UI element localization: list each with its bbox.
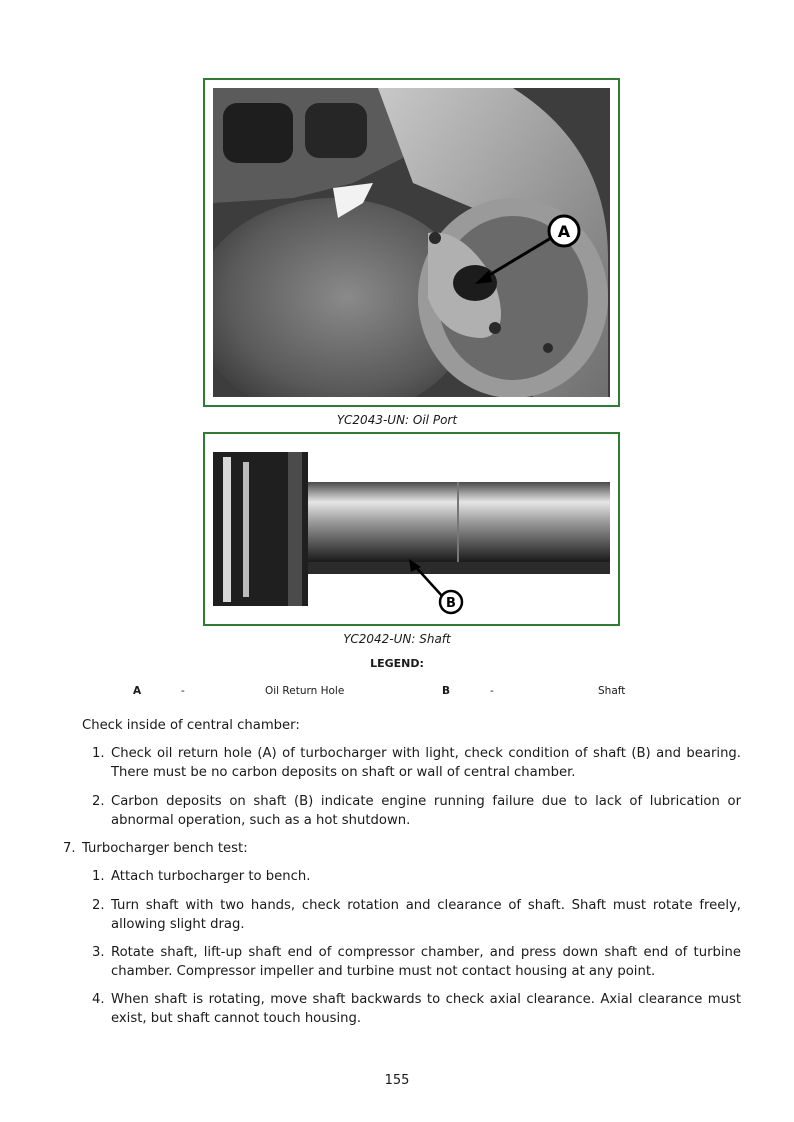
legend-sep-a: - <box>181 685 185 697</box>
step-b3-text: Rotate shaft, lift-up shaft end of compressor chamber, and press down shaft end of turbine chamber. Compressor impeller and turbine must not contact housing at any point. <box>111 945 741 979</box>
oil-port-photo <box>213 88 610 397</box>
step-b1-text: Attach turbocharger to bench. <box>111 869 311 884</box>
oil-port-illustration <box>213 88 610 397</box>
legend-sep-b: - <box>490 685 494 697</box>
step-b1-number: 1. <box>92 869 105 884</box>
figure-oil-port <box>203 78 620 407</box>
shaft-photo <box>213 442 610 616</box>
legend-key-b: B <box>442 685 451 697</box>
page-number: 155 <box>384 1073 410 1088</box>
shaft-illustration <box>213 442 610 616</box>
step-b3-number: 3. <box>92 945 105 960</box>
callout-a-label: A <box>557 222 571 241</box>
section-7-number: 7. <box>63 841 76 856</box>
step-a2-number: 2. <box>92 794 105 809</box>
legend-label-b: Shaft <box>598 685 626 697</box>
step-b2-number: 2. <box>92 898 105 913</box>
step-b4-text: When shaft is rotating, move shaft backwards to check axial clearance. Axial clearance must exist, but shaft cannot touch housing. <box>111 992 741 1026</box>
step-a1-text: Check oil return hole (A) of turbocharger with light, check condition of shaft (B) and bearing. There must be no carbon deposits on shaft or wall of central chamber. <box>111 746 741 780</box>
legend-title: LEGEND: <box>370 657 424 670</box>
section-7-title: Turbocharger bench test: <box>82 841 248 856</box>
intro-text: Check inside of central chamber: <box>82 718 300 733</box>
figure-caption-oil-port: YC2043-UN: Oil Port <box>336 413 458 427</box>
step-b2-text: Turn shaft with two hands, check rotation and clearance of shaft. Shaft must rotate freely, allowing slight drag. <box>111 898 741 932</box>
legend-key-a: A <box>133 685 142 697</box>
callout-b-label: B <box>446 596 456 611</box>
step-b4-number: 4. <box>92 992 105 1007</box>
legend-label-a: Oil Return Hole <box>265 685 345 697</box>
figure-shaft <box>203 432 620 626</box>
step-a2-text: Carbon deposits on shaft (B) indicate engine running failure due to lack of lubrication or abnormal operation, such as a hot shutdown. <box>111 794 741 828</box>
step-a1-number: 1. <box>92 746 105 761</box>
figure-caption-shaft: YC2042-UN: Shaft <box>343 632 451 646</box>
